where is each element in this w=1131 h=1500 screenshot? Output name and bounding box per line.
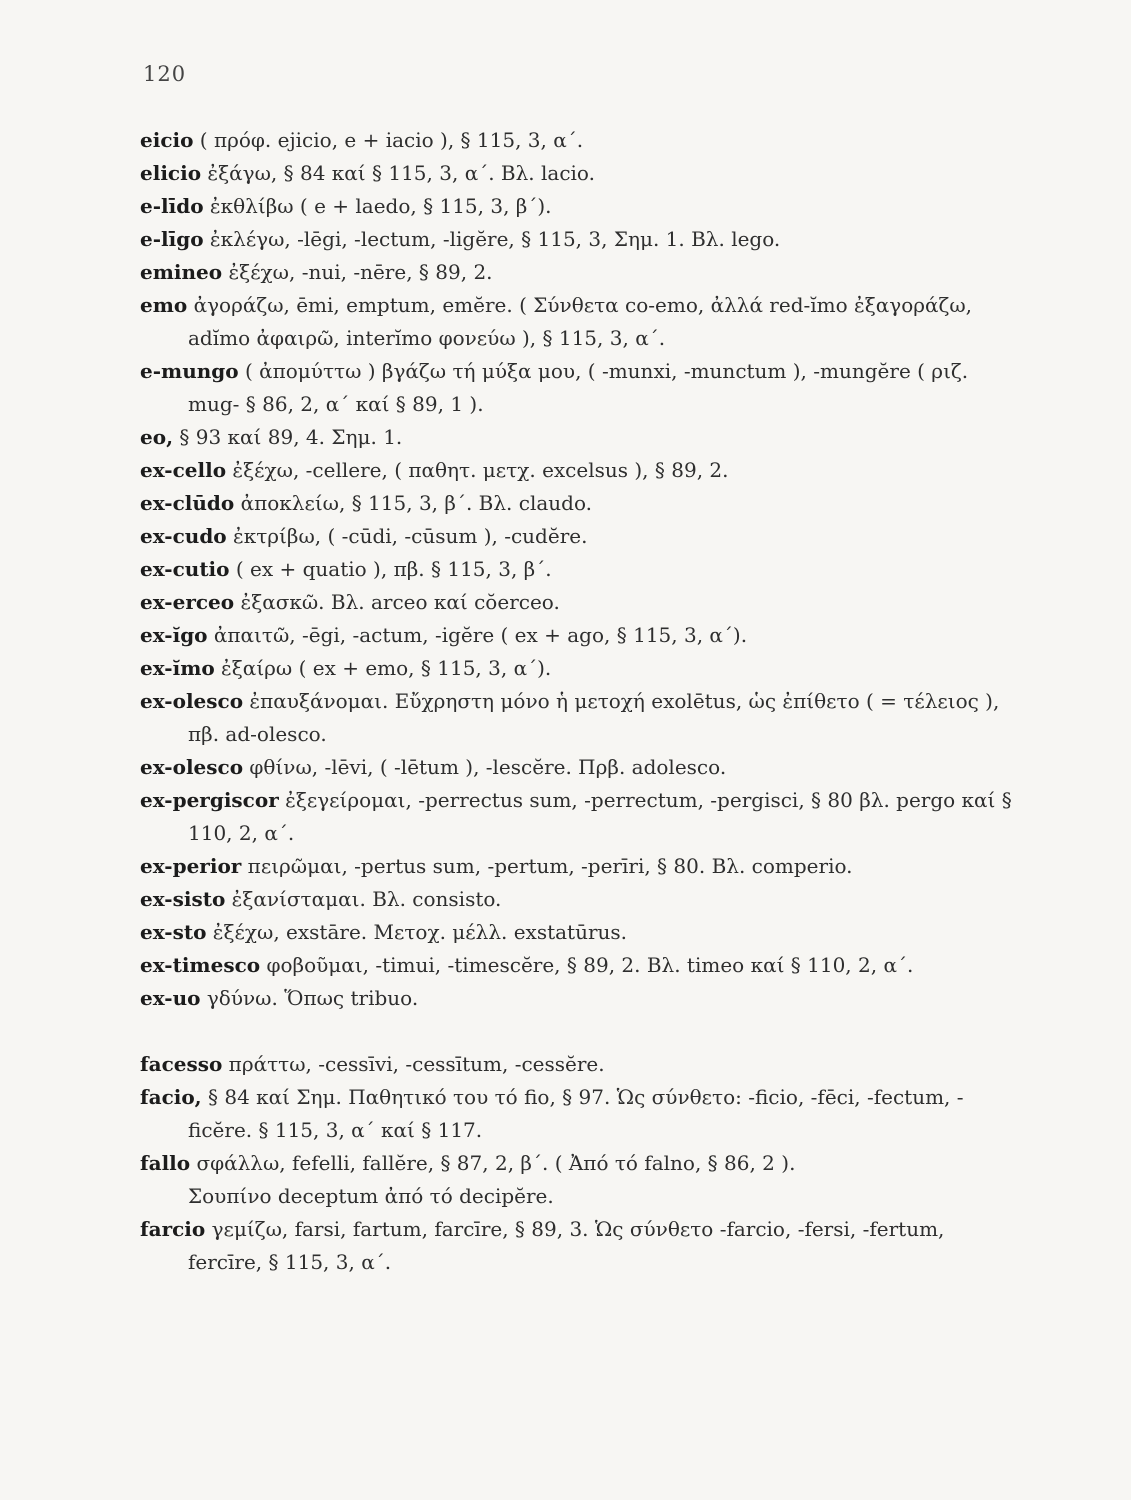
dictionary-entry bbox=[140, 1048, 1020, 1081]
dictionary-entry bbox=[140, 619, 1020, 652]
dictionary-entry bbox=[140, 949, 1020, 982]
entry-definition: ἀποκλείω, § 115, 3, β΄. Βλ. claudo. bbox=[234, 491, 593, 515]
dictionary-entry bbox=[140, 916, 1020, 949]
entry-definition: § 84 καί Σημ. Παθητικό του τό fio, § 97. Ὡς σύνθετο: -ficio, -fēci, -fectum, -ficĕre. § 115, 3, α΄ καί § 117. bbox=[188, 1085, 964, 1142]
entry-definition: ( πρόφ. ejicio, e + iacio ), § 115, 3, α΄. bbox=[193, 128, 584, 152]
dictionary-entry bbox=[140, 190, 1020, 223]
entry-definition: ἐκθλίβω ( e + laedo, § 115, 3, β΄). bbox=[203, 194, 552, 218]
dictionary-entry bbox=[140, 982, 1020, 1015]
entry-definition: φθίνω, -lēvi, ( -lētum ), -lescĕre. Πρβ. adolesco. bbox=[243, 755, 727, 779]
dictionary-entry bbox=[140, 421, 1020, 454]
entry-headword: emo bbox=[140, 293, 188, 317]
entry-definition: γεμίζω, farsi, fartum, farcīre, § 89, 3. Ὡς σύνθετο -farcio, -fersi, -fertum, fercīre, § 115, 3, α΄. bbox=[188, 1217, 945, 1274]
entry-definition: ἐξέχω, exstāre. Μετοχ. μέλλ. exstatūrus. bbox=[206, 920, 628, 944]
entry-headword: eicio bbox=[140, 128, 194, 152]
dictionary-entry bbox=[140, 256, 1020, 289]
entry-headword: ex-ĭmo bbox=[140, 656, 215, 680]
entry-headword: elicio bbox=[140, 161, 202, 185]
dictionary-entry bbox=[140, 1081, 1020, 1147]
entry-headword: e-līgo bbox=[140, 227, 204, 251]
dictionary-entry bbox=[140, 520, 1020, 553]
entry-note bbox=[140, 1180, 1020, 1213]
entry-headword: facesso bbox=[140, 1052, 223, 1076]
dictionary-entry bbox=[140, 355, 1020, 421]
entry-headword: ex-clūdo bbox=[140, 491, 235, 515]
entry-definition: ( ex + quatio ), πβ. § 115, 3, β΄. bbox=[229, 557, 552, 581]
dictionary-entry bbox=[140, 553, 1020, 586]
dictionary-entry bbox=[140, 850, 1020, 883]
entry-definition: πειρῶμαι, -pertus sum, -pertum, -perīri, § 80. Βλ. comperio. bbox=[241, 854, 853, 878]
dictionary-entry bbox=[140, 751, 1020, 784]
entry-definition: ἀπαιτῶ, -ēgi, -actum, -igĕre ( ex + ago, § 115, 3, α΄). bbox=[207, 623, 748, 647]
entry-definition: ἐξαίρω ( ex + emo, § 115, 3, α΄). bbox=[214, 656, 552, 680]
entry-headword: farcio bbox=[140, 1217, 206, 1241]
entry-headword: e-līdo bbox=[140, 194, 204, 218]
entry-headword: ex-erceo bbox=[140, 590, 235, 614]
dictionary-entry bbox=[140, 685, 1020, 751]
entry-headword: ex-olesco bbox=[140, 689, 244, 713]
entry-definition: πράττω, -cessīvi, -cessītum, -cessĕre. bbox=[222, 1052, 605, 1076]
entry-definition: ἐκτρίβω, ( -cūdi, -cūsum ), -cudĕre. bbox=[226, 524, 588, 548]
entry-definition: ( ἀπομύττω ) βγάζω τή μύξα μου, ( -munxi, -munctum ), -mungĕre ( ριζ. mug- § 86, 2, α΄ καί § 89, 1 ). bbox=[188, 359, 969, 416]
entry-headword: ex-sisto bbox=[140, 887, 226, 911]
entry-headword: ex-cutio bbox=[140, 557, 230, 581]
dictionary-entry bbox=[140, 883, 1020, 916]
entry-headword: fallo bbox=[140, 1151, 191, 1175]
entry-definition: Σουπίνο deceptum ἀπό τό decipĕre. bbox=[188, 1184, 554, 1208]
entry-headword: emineo bbox=[140, 260, 223, 284]
entry-definition: ἐξασκῶ. Βλ. arceo καί cŏerceo. bbox=[234, 590, 560, 614]
dictionary-entry bbox=[140, 223, 1020, 256]
entry-headword: facio, bbox=[140, 1085, 202, 1109]
entry-definition: ἐξέχω, -nui, -nēre, § 89, 2. bbox=[222, 260, 493, 284]
dictionary-entry bbox=[140, 124, 1020, 157]
entry-definition: γδύνω. Ὅπως tribuo. bbox=[200, 986, 419, 1010]
dictionary-entry bbox=[140, 784, 1020, 850]
entry-definition: § 93 καί 89, 4. Σημ. 1. bbox=[173, 425, 403, 449]
entry-headword: ex-olesco bbox=[140, 755, 244, 779]
dictionary-entry bbox=[140, 487, 1020, 520]
entry-headword: ex-cello bbox=[140, 458, 227, 482]
entry-headword: ex-cudo bbox=[140, 524, 227, 548]
entry-headword: ex-sto bbox=[140, 920, 207, 944]
entry-definition: ἐκλέγω, -lēgi, -lectum, -ligĕre, § 115, 3, Σημ. 1. Βλ. lego. bbox=[203, 227, 781, 251]
entry-headword: ex-ĭgo bbox=[140, 623, 208, 647]
entry-definition: ἐξανίσταμαι. Βλ. consisto. bbox=[225, 887, 502, 911]
entry-headword: eo, bbox=[140, 425, 174, 449]
entry-definition: ἀγοράζω, ēmi, emptum, emĕre. ( Σύνθετα co-emo, ἀλλά red-ĭmo ἐξαγοράζω, adĭmo ἀφαιρῶ, interĭmo φονεύω ), § 115, 3, α΄. bbox=[187, 293, 973, 350]
dictionary-entries bbox=[140, 124, 1020, 1279]
entry-definition: ἐξάγω, § 84 καί § 115, 3, α΄. Βλ. lacio. bbox=[201, 161, 595, 185]
entry-definition: ἐξεγείρομαι, -perrectus sum, -perrectum, -pergisci, § 80 βλ. pergo καί § 110, 2, α΄. bbox=[188, 788, 1012, 845]
dictionary-entry bbox=[140, 454, 1020, 487]
dictionary-entry bbox=[140, 289, 1020, 355]
entry-headword: ex-pergiscor bbox=[140, 788, 279, 812]
dictionary-entry bbox=[140, 1147, 1020, 1180]
entry-headword: ex-timesco bbox=[140, 953, 261, 977]
dictionary-entry bbox=[140, 1213, 1020, 1279]
entry-definition: ἐξέχω, -cellere, ( παθητ. μετχ. excelsus ), § 89, 2. bbox=[226, 458, 729, 482]
entry-definition: σφάλλω, fefelli, fallĕre, § 87, 2, β΄. ( Ἀπό τό falno, § 86, 2 ). bbox=[190, 1151, 796, 1175]
entry-definition: φοβοῦμαι, -timui, -timescĕre, § 89, 2. Βλ. timeo καί § 110, 2, α΄. bbox=[260, 953, 914, 977]
page-number: 120 bbox=[143, 62, 187, 86]
dictionary-entry bbox=[140, 157, 1020, 190]
dictionary-entry bbox=[140, 586, 1020, 619]
entry-headword: ex-perior bbox=[140, 854, 242, 878]
entry-headword: ex-uo bbox=[140, 986, 201, 1010]
entry-headword: e-mungo bbox=[140, 359, 239, 383]
entry-definition: ἐπαυξάνομαι. Εὔχρηστη μόνο ἡ μετοχή exolētus, ὡς ἐπίθετο ( = τέλειος ), πβ. ad-olesco. bbox=[188, 689, 1000, 746]
dictionary-entry bbox=[140, 652, 1020, 685]
